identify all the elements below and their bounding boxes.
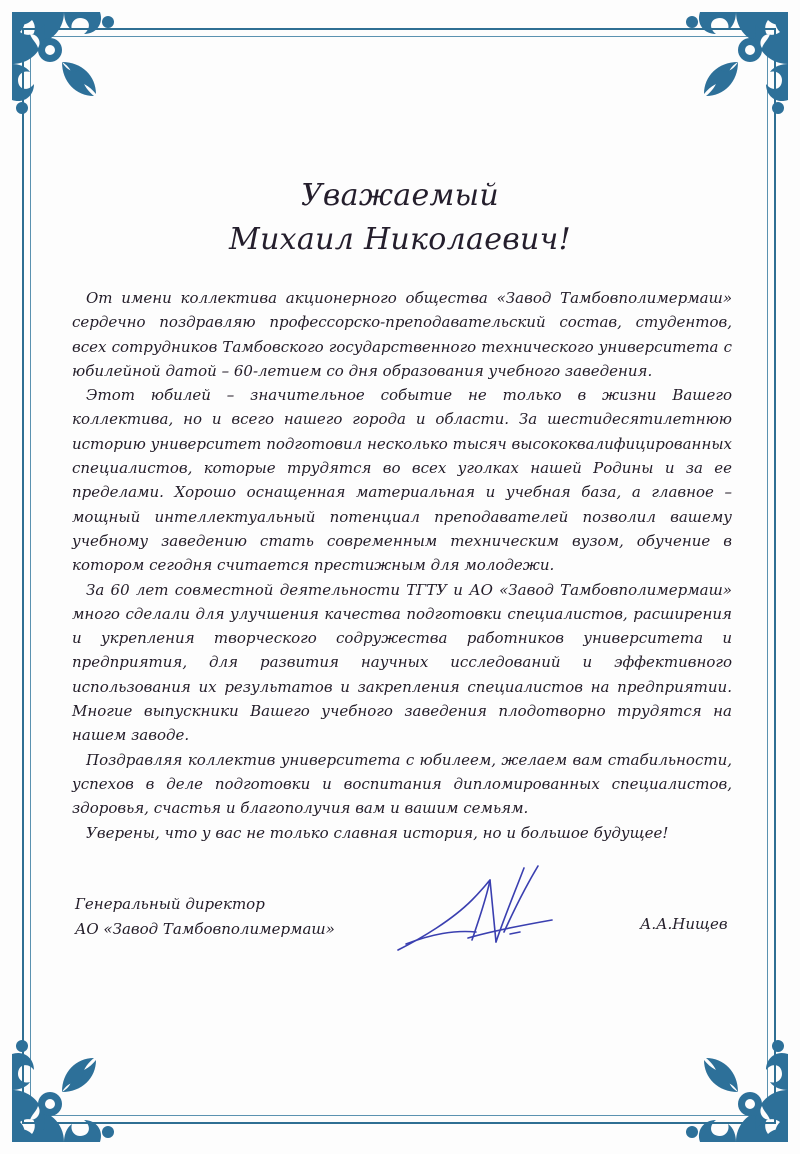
scroll-ornament-icon xyxy=(4,4,144,144)
letter-body xyxy=(72,286,732,845)
paragraph: За 60 лет совместной деятельности ТГТУ и АО «Завод Тамбовполимермаш» много сделали для улучшения качества подготовки специалистов, расширения и укрепления творческого содружества работников университета и предприятия, для развития научных исследований и эффективного использования их результатов и закрепления специалистов на предприятии. Многие выпускники Вашего учебного заведения плодотворно трудятся на нашем заводе. xyxy=(72,580,732,745)
scroll-ornament-icon xyxy=(656,1010,796,1150)
handwritten-signature xyxy=(392,860,562,960)
corner-ornament-top-left xyxy=(4,4,144,144)
scroll-ornament-icon xyxy=(4,1010,144,1150)
scroll-ornament-icon xyxy=(656,4,796,144)
salutation-line-2: Михаил Николаевич! xyxy=(229,222,571,257)
signatory-title-line-2: АО «Завод Тамбовполимермаш» xyxy=(75,920,335,938)
signatory-title xyxy=(75,892,335,942)
paragraph: Поздравляя коллектив университета с юбилеем, желаем вам стабильности, успехов в деле подготовки и воспитания дипломированных специалистов, здоровья, счастья и благополучия вам и вашим семьям. xyxy=(72,750,732,818)
corner-ornament-bottom-left xyxy=(4,1010,144,1150)
paragraph: От имени коллектива акционерного общества «Завод Тамбовполимермаш» сердечно поздравляю профессорско-преподавательский состав, студентов, всех сотрудников Тамбовского государственного технического университета с юбилейной датой – 60-летием со дня образования учебного заведения. xyxy=(72,289,732,380)
signature-icon xyxy=(392,860,562,960)
paragraph: Уверены, что у вас не только славная история, но и большое будущее! xyxy=(86,823,669,842)
signatory-name: А.А.Нищев xyxy=(640,915,728,933)
salutation-line-1: Уважаемый xyxy=(300,178,500,213)
corner-ornament-top-right xyxy=(656,4,796,144)
corner-ornament-bottom-right xyxy=(656,1010,796,1150)
signatory-title-line-1: Генеральный директор xyxy=(75,895,265,913)
paragraph: Этот юбилей – значительное событие не только в жизни Вашего коллектива, но и всего нашего города и области. За шестидесятилетнюю историю университет подготовил несколько тысяч высококвалифицированных специалистов, которые трудятся во всех уголках нашей Родины и за ее пределами. Хорошо оснащенная материальная и учебная база, а главное – мощный интеллектуальный потенциал преподавателей позволил вашему учебному заведению стать современным техническим вузом, обучение в котором сегодня считается престижным для молодежи. xyxy=(72,386,732,575)
